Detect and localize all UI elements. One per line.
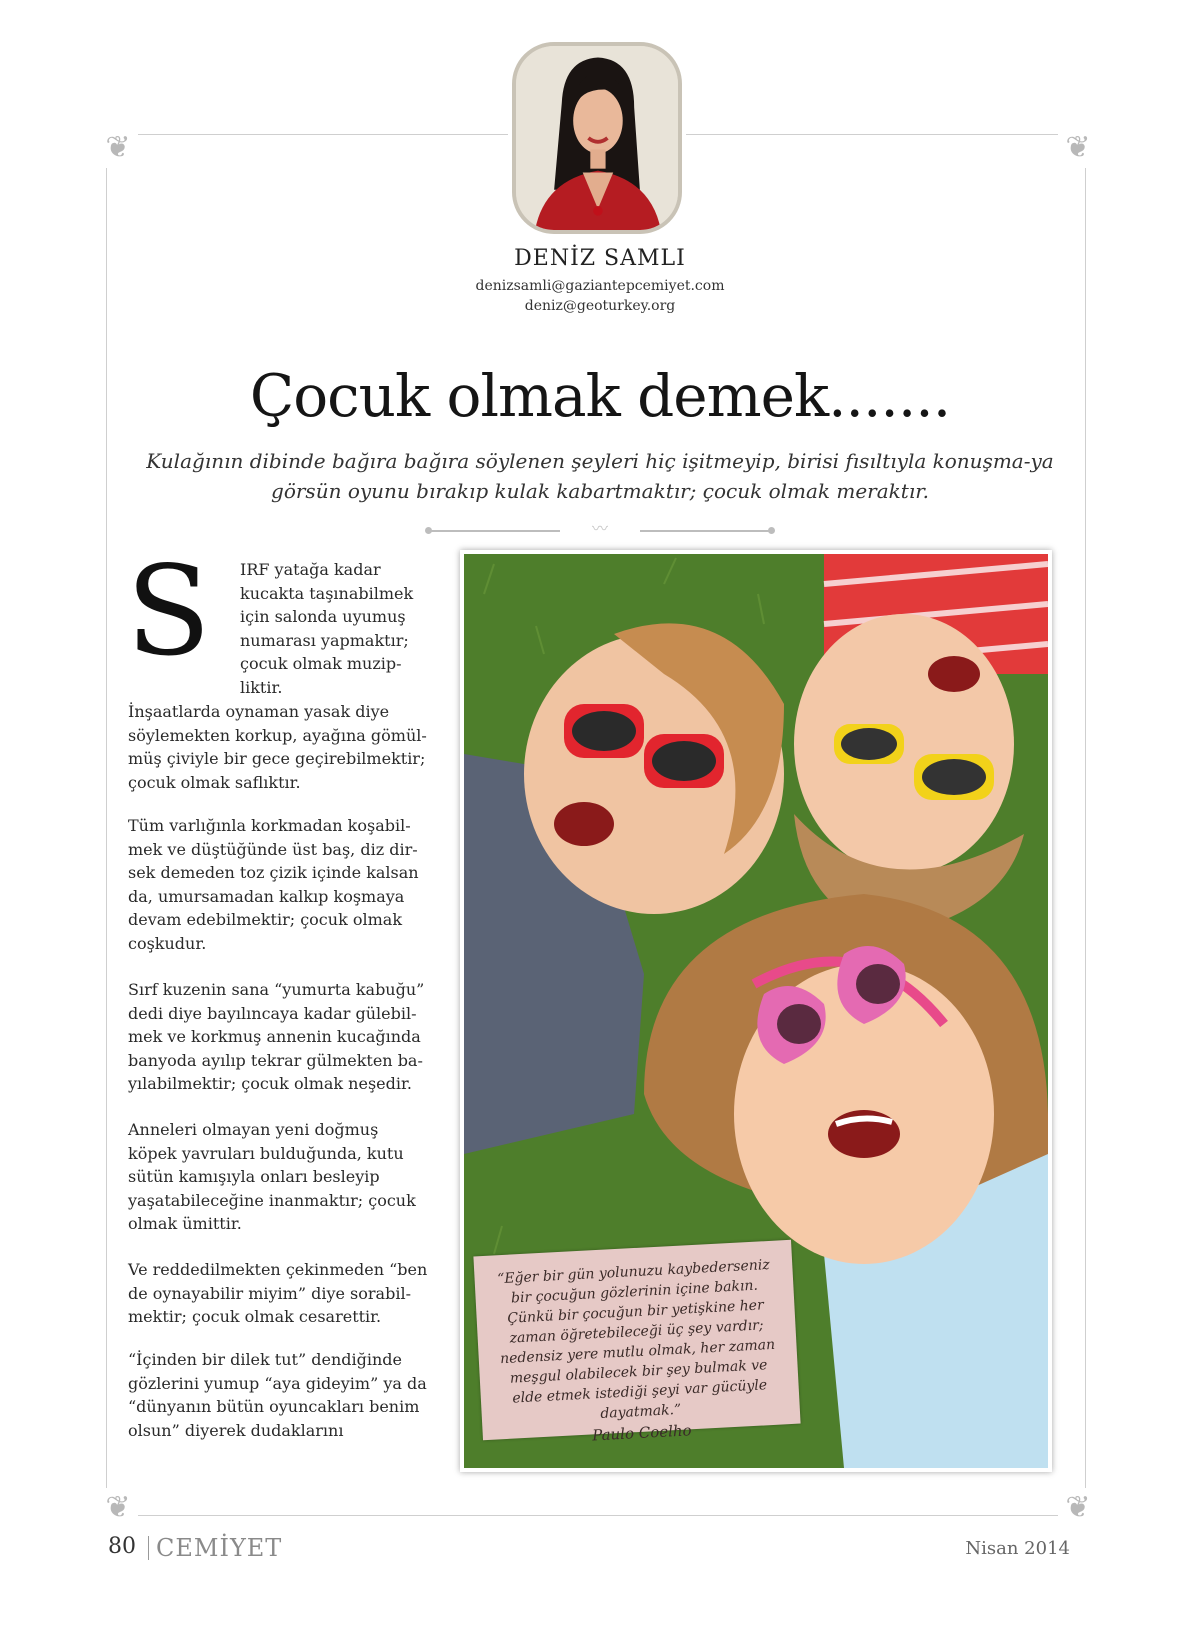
author-email-secondary[interactable]: deniz@geoturkey.org: [524, 298, 676, 314]
quote-text: “Eğer bir gün yolunuzu kaybederseniz bir çocuğun gözlerinin içine bakın. Çünkü bir çocuğun bir yetişkine her zaman öğretebileceği üç şey vardır; nedensiz yere mutlu olmak, her zaman meşgul olabilecek bir şey bulmak ve elde etmek istediği şeyi var gücüyle dayatmak.”: [496, 1256, 776, 1423]
quote-author: Paulo Coelho: [591, 1421, 693, 1445]
author-name: DENİZ SAMLI: [514, 246, 686, 271]
magazine-brand: CEMİYET: [156, 1534, 283, 1562]
article-title: Çocuk olmak demek.......: [249, 362, 951, 430]
quote-card: [473, 1240, 800, 1445]
footer-separator: [148, 1536, 149, 1560]
author-portrait: [508, 38, 686, 238]
article-paragraph: İnşaatlarda oynaman yasak diye söylemekten korkup, ayağına gömül-müş çiviyle bir gece geçirebilmektir; çocuk olmak saflıktır.: [128, 702, 427, 792]
corner-ornament-icon: ❦: [1058, 1488, 1098, 1528]
divider-ornament-icon: 〰: [560, 520, 640, 538]
first-paragraph: IRF yatağa kadar kucakta taşınabilmek için salonda uyumuş numarası yapmaktır; çocuk olmak muzip-liktir.: [240, 560, 414, 697]
corner-ornament-icon: ❦: [98, 128, 138, 168]
page-number: 80: [108, 1534, 136, 1559]
article-paragraph: Tüm varlığınla korkmadan koşabil-mek ve düştüğünde üst baş, diz dir-sek demeden toz çizik içinde kalsan da, umursamadan kalkıp koşmaya devam edebilmektir; çocuk olmak coşkudur.: [128, 816, 419, 953]
article-subtitle: Kulağının dibinde bağıra bağıra söylenen şeyleri hiç işitmeyip, birisi fısıltıyla konuşma-ya görsün oyunu bırakıp kulak kabartmaktır; çocuk olmak meraktır.: [146, 449, 1054, 503]
corner-ornament-icon: ❦: [98, 1488, 138, 1528]
issue-date: Nisan 2014: [965, 1538, 1070, 1559]
article-paragraph: Sırf kuzenin sana “yumurta kabuğu” dedi diye bayılıncaya kadar gülebil-mek ve korkmuş annenin kucağında banyoda ayılıp tekrar gülmekten ba-yılabilmektir; çocuk olmak neşedir.: [128, 980, 425, 1093]
drop-cap: S: [126, 540, 211, 684]
article-paragraph: Ve reddedilmekten çekinmeden “ben de oynayabilir miyim” diye sorabil-mektir; çocuk olmak cesarettir.: [128, 1260, 428, 1326]
author-email-primary[interactable]: denizsamli@gaziantepcemiyet.com: [475, 278, 725, 294]
article-paragraph: “İçinden bir dilek tut” dendiğinde gözlerini yumup “aya gideyim” ya da “dünyanın bütün oyuncakları benim olsun” diyerek dudaklarını: [128, 1350, 427, 1440]
corner-ornament-icon: ❦: [1058, 128, 1098, 168]
article-paragraph: Anneleri olmayan yeni doğmuş köpek yavruları bulduğunda, kutu sütün kamışıyla onları besleyip yaşatabileceğine inanmaktır; çocuk olmak ümittir.: [128, 1120, 416, 1233]
